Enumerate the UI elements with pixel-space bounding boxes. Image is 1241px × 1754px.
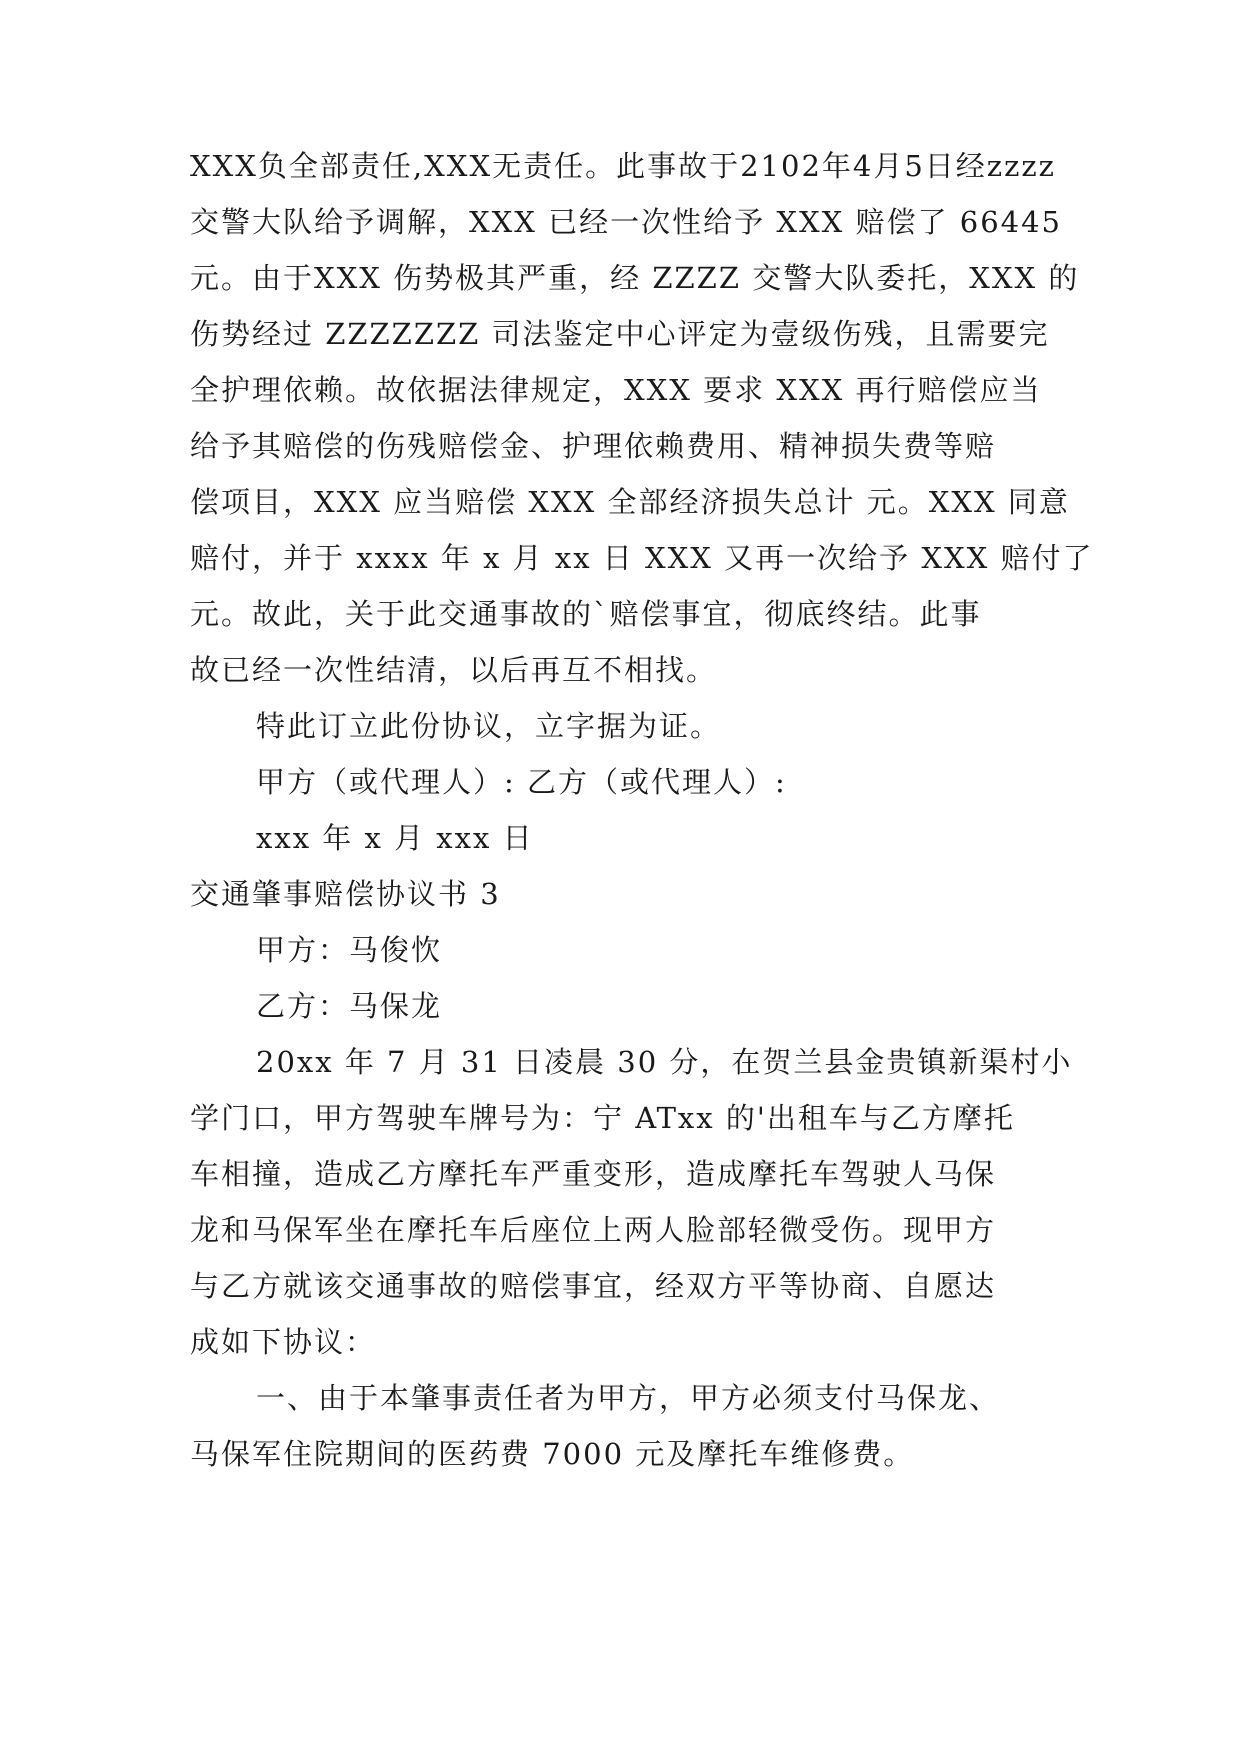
text-line: 乙方：马保龙 [256, 989, 443, 1023]
text-line: 偿项目，XXX 应当赔偿 XXX 全部经济损失总计 元。XXX 同意 [190, 485, 1070, 519]
text-line: 马保军住院期间的医药费 7000 元及摩托车维修费。 [190, 1437, 915, 1471]
text-line: 元。故此，关于此交通事故的`赔偿事宜，彻底终结。此事 [190, 597, 982, 631]
text-line: 特此订立此份协议，立字据为证。 [256, 709, 722, 743]
text-line: 成如下协议： [190, 1325, 377, 1359]
text-line: xxx 年 x 月 xxx 日 [256, 821, 534, 855]
text-line: 与乙方就该交通事故的赔偿事宜，经双方平等协商、自愿达 [190, 1269, 997, 1303]
text-line: 交警大队给予调解，XXX 已经一次性给予 XXX 赔偿了 66445 [190, 205, 1063, 239]
text-line: 一、由于本肇事责任者为甲方，甲方必须支付马保龙、 [256, 1381, 1001, 1415]
text-line: 车相撞，造成乙方摩托车严重变形，造成摩托车驾驶人马保 [190, 1157, 997, 1191]
text-line: 给予其赔偿的伤残赔偿金、护理依赖费用、精神损失费等赔 [190, 429, 997, 463]
text-line: 学门口，甲方驾驶车牌号为：宁 ATxx 的'出租车与乙方摩托 [190, 1101, 1015, 1135]
text-line: 甲方：马俊忺 [256, 933, 443, 967]
text-line: 龙和马保军坐在摩托车后座位上两人脸部轻微受伤。现甲方 [190, 1213, 997, 1247]
text-line: 故已经一次性结清，以后再互不相找。 [190, 653, 718, 687]
text-line: 元。由于XXX 伤势极其严重，经 ZZZZ 交警大队委托，XXX 的 [190, 261, 1080, 295]
text-line: 全护理依赖。故依据法律规定，XXX 要求 XXX 再行赔偿应当 [190, 373, 1042, 407]
text-line: 伤势经过 ZZZZZZZ 司法鉴定中心评定为壹级伤残，且需要完 [190, 317, 1050, 351]
text-line: 甲方（或代理人）: 乙方（或代理人）: [256, 765, 787, 799]
text-line: XXX负全部责任,XXX无责任。此事故于2102年4月5日经zzzz [190, 149, 1056, 183]
text-line: 20xx 年 7 月 31 日凌晨 30 分，在贺兰县金贵镇新渠村小 [256, 1045, 1073, 1079]
document-body [190, 138, 1094, 1482]
text-line: 交通肇事赔偿协议书 3 [190, 877, 501, 911]
text-line: 赔付，并于 xxxx 年 x 月 xx 日 XXX 又再一次给予 XXX 赔付了 [190, 541, 1094, 575]
